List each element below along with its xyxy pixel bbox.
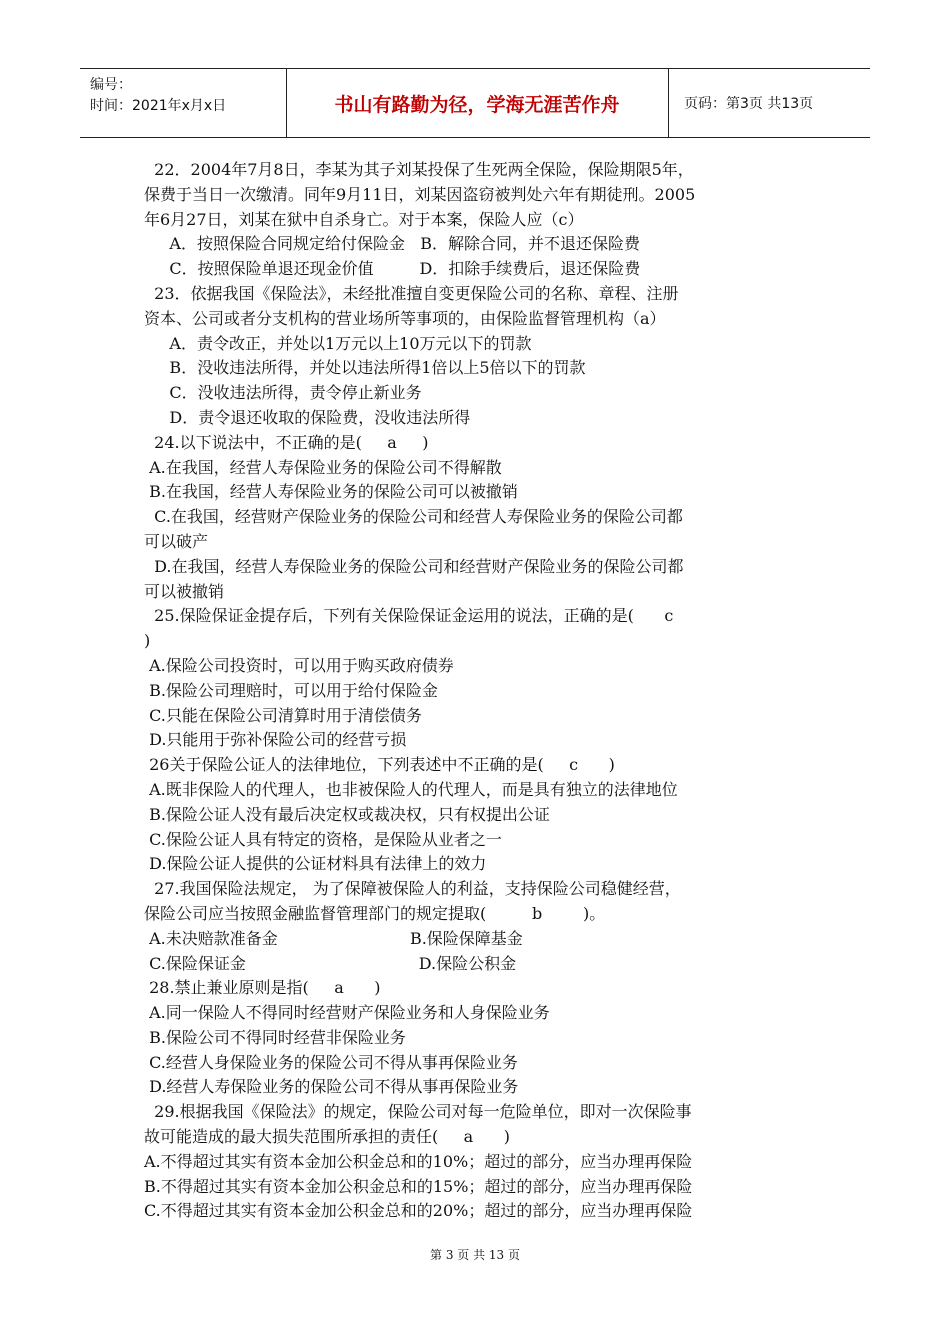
- document-date: 时间：2021年x月x日: [90, 98, 227, 114]
- text-line: C.在我国，经营财产保险业务的保险公司和经营人寿保险业务的保险公司都: [144, 507, 683, 527]
- header-divider: [668, 69, 669, 137]
- text-line: 可以破产: [144, 531, 209, 551]
- text-line: D.保险公证人提供的公证材料具有法律上的效力: [144, 854, 487, 874]
- document-body: [144, 158, 810, 1224]
- text-line: C.经营人身保险业务的保险公司不得从事再保险业务: [144, 1052, 518, 1072]
- text-line: A.保险公司投资时，可以用于购买政府债券: [144, 655, 454, 675]
- text-line: A.在我国，经营人寿保险业务的保险公司不得解散: [144, 457, 502, 477]
- text-line: D．责令退还收取的保险费，没收违法所得: [144, 407, 471, 427]
- document-number: 编号：: [90, 77, 132, 93]
- text-line: 26关于保险公证人的法律地位，下列表述中不正确的是( c ): [144, 755, 615, 775]
- page-footer: 第 3 页 共 13 页: [430, 1248, 520, 1262]
- header-motto: 书山有路勤为径，学海无涯苦作舟: [334, 93, 620, 116]
- text-line: B．没收违法所得，并处以违法所得1倍以上5倍以下的罚款: [144, 358, 586, 378]
- text-line: A．按照保险合同规定给付保险金 B．解除合同，并不退还保险费: [144, 234, 641, 254]
- text-line: D.在我国，经营人寿保险业务的保险公司和经营财产保险业务的保险公司都: [144, 556, 684, 576]
- text-line: A.同一保险人不得同时经营财产保险业务和人身保险业务: [144, 1003, 550, 1023]
- text-line: 年6月27日，刘某在狱中自杀身亡。对于本案，保险人应（c）: [144, 209, 584, 229]
- text-line: 29.根据我国《保险法》的规定，保险公司对每一危险单位，即对一次保险事: [144, 1102, 692, 1122]
- text-line: C.保险保证金 D.保险公积金: [144, 953, 517, 973]
- text-line: 保费于当日一次缴清。同年9月11日，刘某因盗窃被判处六年有期徒刑。2005: [144, 184, 696, 204]
- text-line: 资本、公司或者分支机构的营业场所等事项的，由保险监督管理机构（a）: [144, 308, 666, 328]
- text-line: C.只能在保险公司清算时用于清偿债务: [144, 705, 422, 725]
- text-line: C.不得超过其实有资本金加公积金总和的20%；超过的部分，应当办理再保险: [144, 1201, 693, 1221]
- text-line: B.不得超过其实有资本金加公积金总和的15%；超过的部分，应当办理再保险: [144, 1176, 693, 1196]
- text-line: 27.我国保险法规定， 为了保障被保险人的利益，支持保险公司稳健经营，: [144, 879, 681, 899]
- text-line: 23．依据我国《保险法》，未经批准擅自变更保险公司的名称、章程、注册: [144, 283, 679, 303]
- text-line: B.保险公司理赔时，可以用于给付保险金: [144, 680, 438, 700]
- text-line: B.在我国，经营人寿保险业务的保险公司可以被撤销: [144, 482, 518, 502]
- text-line: D.只能用于弥补保险公司的经营亏损: [144, 730, 407, 750]
- text-line: A.不得超过其实有资本金加公积金总和的10%；超过的部分，应当办理再保险: [144, 1151, 693, 1171]
- text-line: B.保险公证人没有最后决定权或裁决权，只有权提出公证: [144, 804, 550, 824]
- header-page-number: 页码：第3页 共13页: [684, 96, 814, 112]
- text-line: A.未决赔款准备金 B.保险保障基金: [144, 928, 523, 948]
- text-line: 24.以下说法中，不正确的是( a ): [144, 432, 429, 452]
- text-line: A．责令改正，并处以1万元以上10万元以下的罚款: [144, 333, 532, 353]
- page-header: [80, 68, 870, 138]
- text-line: B.保险公司不得同时经营非保险业务: [144, 1027, 406, 1047]
- text-line: ): [144, 631, 151, 651]
- text-line: C．按照保险单退还现金价值 D．扣除手续费后，退还保险费: [144, 259, 641, 279]
- text-line: 22．2004年7月8日，李某为其子刘某投保了生死两全保险，保险期限5年，: [144, 160, 694, 179]
- text-line: 28.禁止兼业原则是指( a ): [144, 978, 381, 998]
- header-meta: [90, 75, 226, 117]
- text-line: 可以被撤销: [144, 581, 225, 601]
- text-line: 故可能造成的最大损失范围所承担的责任( a ): [144, 1127, 510, 1147]
- text-line: 25.保险保证金提存后，下列有关保险保证金运用的说法，正确的是( c: [144, 606, 674, 626]
- text-line: 保险公司应当按照金融监督管理部门的规定提取( b )。: [144, 903, 606, 923]
- text-line: C.保险公证人具有特定的资格，是保险从业者之一: [144, 829, 502, 849]
- text-line: D.经营人寿保险业务的保险公司不得从事再保险业务: [144, 1077, 519, 1097]
- text-line: A.既非保险人的代理人，也非被保险人的代理人，而是具有独立的法律地位: [144, 779, 678, 799]
- text-line: C．没收违法所得，责令停止新业务: [144, 383, 422, 403]
